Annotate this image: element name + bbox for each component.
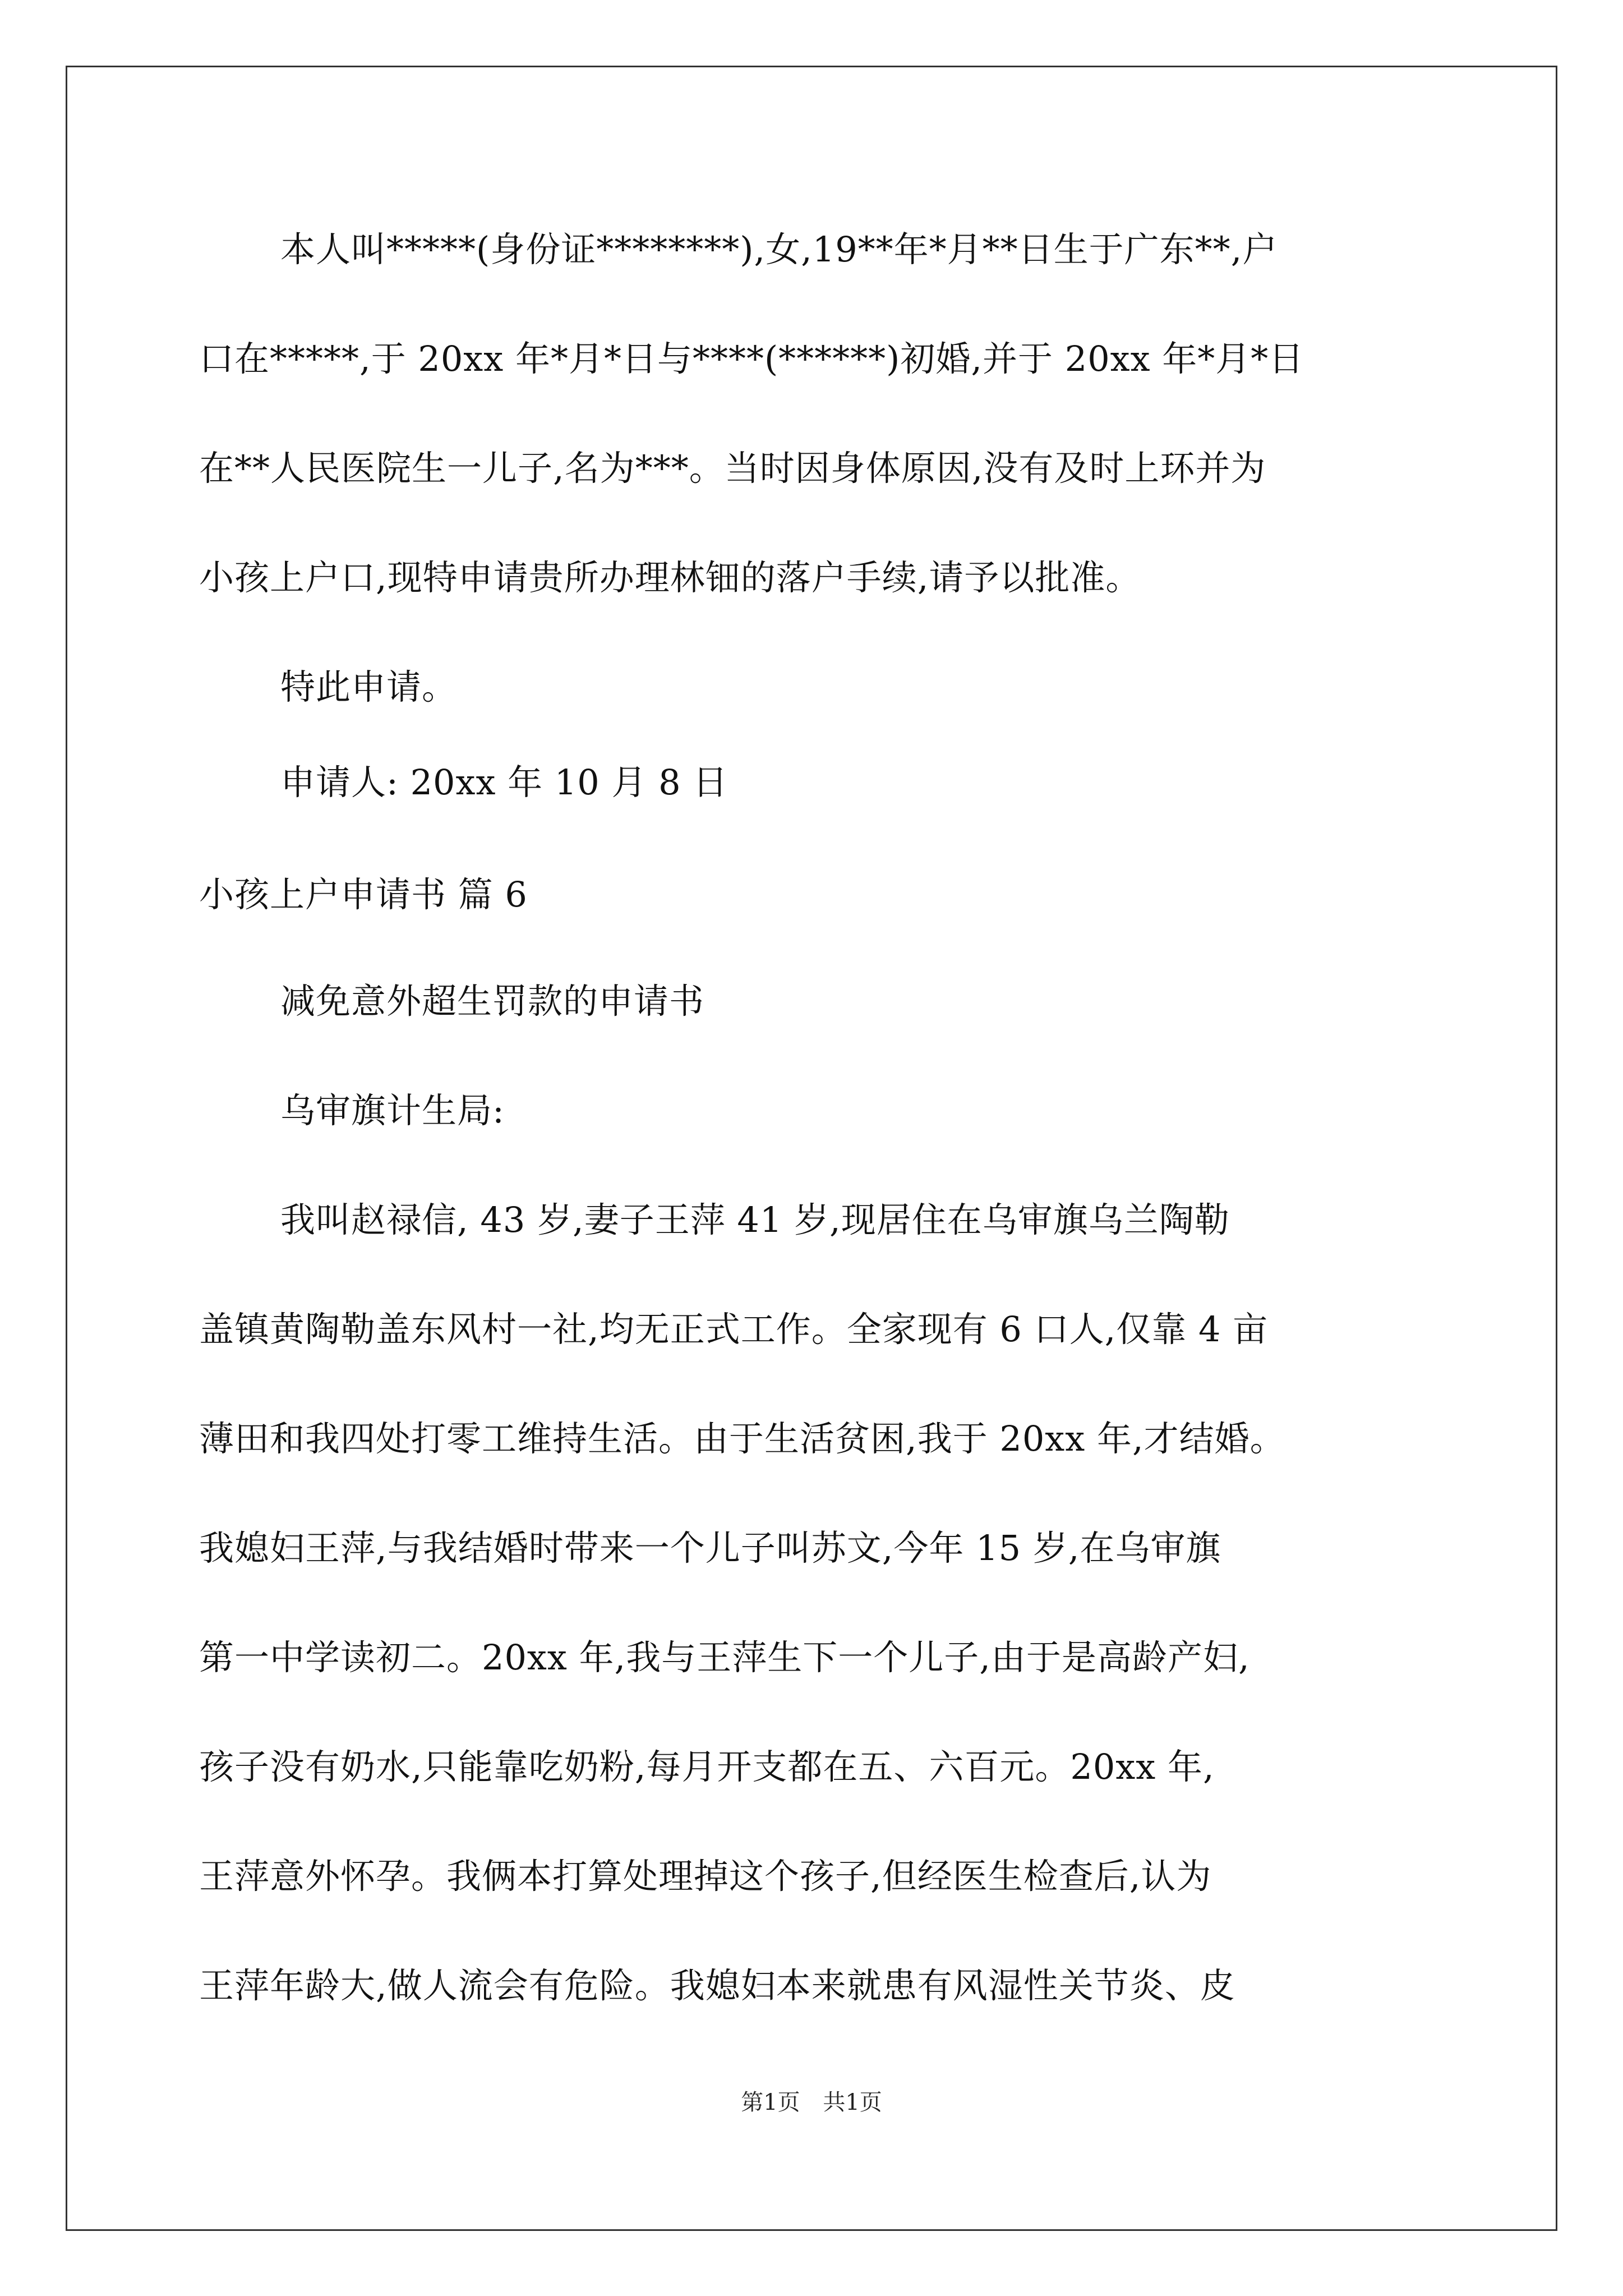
closing-line: 特此申请。 bbox=[280, 666, 458, 707]
paragraph-line: 孩子没有奶水,只能靠吃奶粉,每月开支都在五、六百元。20xx 年, bbox=[199, 1746, 1215, 1787]
paragraph-line: 薄田和我四处打零工维持生活。由于生活贫困,我于 20xx 年,才结婚。 bbox=[199, 1418, 1285, 1459]
page-total: 共1页 bbox=[823, 2090, 882, 2115]
page-number: 第1页 bbox=[741, 2090, 800, 2115]
paragraph-line: 我媳妇王萍,与我结婚时带来一个儿子叫苏文,今年 15 岁,在乌审旗 bbox=[199, 1527, 1221, 1568]
section-heading: 小孩上户申请书 篇 6 bbox=[199, 874, 528, 915]
letter-addressee: 乌审旗计生局: bbox=[280, 1090, 505, 1131]
paragraph-line: 本人叫*****(身份证********),女,19**年*月**日生于广东**,户 bbox=[280, 229, 1278, 270]
paragraph-line: 口在*****,于 20xx 年*月*日与****(******)初婚,并于 20xx 年*月*日 bbox=[199, 338, 1304, 379]
paragraph-line: 我叫赵禄信, 43 岁,妻子王萍 41 岁,现居住在乌审旗乌兰陶勒 bbox=[280, 1199, 1230, 1240]
paragraph-line: 第一中学读初二。20xx 年,我与王萍生下一个儿子,由于是高龄产妇, bbox=[199, 1637, 1250, 1678]
page-border bbox=[66, 66, 1557, 2231]
paragraph-line: 王萍意外怀孕。我俩本打算处理掉这个孩子,但经医生检查后,认为 bbox=[199, 1856, 1212, 1897]
letter-title: 减免意外超生罚款的申请书 bbox=[280, 981, 705, 1022]
signature-line: 申请人: 20xx 年 10 月 8 日 bbox=[280, 762, 728, 803]
paragraph-line: 盖镇黄陶勒盖东风村一社,均无正式工作。全家现有 6 口人,仅靠 4 亩 bbox=[199, 1309, 1269, 1350]
paragraph-line: 小孩上户口,现特申请贵所办理林钿的落户手续,请予以批准。 bbox=[199, 557, 1141, 598]
paragraph-line: 在**人民医院生一儿子,名为***。当时因身体原因,没有及时上环并为 bbox=[199, 448, 1266, 489]
page-footer bbox=[0, 2088, 1623, 2116]
paragraph-line: 王萍年龄大,做人流会有危险。我媳妇本来就患有风湿性关节炎、皮 bbox=[199, 1965, 1235, 2006]
